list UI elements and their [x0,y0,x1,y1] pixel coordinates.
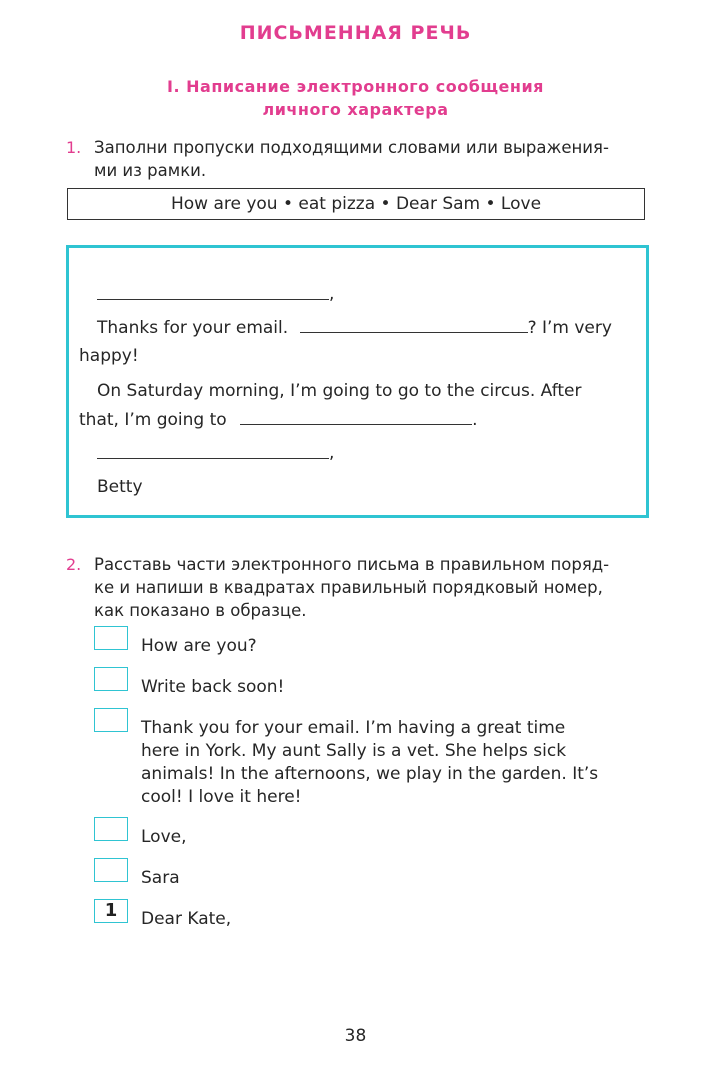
task-1-instruction-line-1: Заполни пропуски подходящими словами или выражения- [94,138,609,157]
order-box-6[interactable]: 1 [94,899,128,923]
email-saturday-line: On Saturday morning, I’m going to go to the circus. After [97,381,582,401]
activity-period: . [472,410,478,430]
blank-activity[interactable] [240,407,472,425]
that-text: that, I’m going to [79,410,227,430]
blank-closing[interactable] [97,458,329,459]
item-how-are-you: How are you? [141,636,257,656]
email-that-line [79,406,477,435]
item-dear-kate: Dear Kate, [141,909,232,929]
item-thank-you-line-1: Thank you for your email. I’m having a great time [141,718,566,738]
item-write-back: Write back soon! [141,677,285,697]
order-box-3[interactable] [94,708,128,732]
email-signature: Betty [97,477,143,497]
item-thank-you-line-3: animals! In the afternoons, we play in the garden. It’s [141,764,599,784]
task-2-instruction-line-1: Расставь части электронного письма в правильном поряд- [94,555,610,574]
task-2-instruction-line-2: ке и напиши в квадратах правильный порядковый номер, [94,578,603,597]
subtitle-line-1: I. Написание электронного сообщения [167,77,544,96]
order-box-4[interactable] [94,817,128,841]
subtitle-line-2: личного характера [262,100,449,119]
closing-comma: , [329,443,335,463]
blank-greeting[interactable] [97,299,329,300]
task-1-instruction-line-2: ми из рамки. [94,161,207,180]
email-happy: happy! [79,346,139,366]
item-sara: Sara [141,868,180,888]
order-box-2[interactable] [94,667,128,691]
item-love: Love, [141,827,187,847]
order-box-5[interactable] [94,858,128,882]
word-bank-box [67,188,645,220]
task-2-instruction-line-3: как показано в образце. [94,601,307,620]
item-thank-you-line-4: cool! I love it here! [141,787,302,807]
task-2-number: 2. [66,555,82,574]
email-thanks-line [97,314,612,343]
blank-how-are-you[interactable] [300,315,528,333]
item-thank-you-line-2: here in York. My aunt Sally is a vet. She helps sick [141,741,567,761]
thanks-text-end: ? I’m very [527,318,612,338]
greeting-comma: , [329,284,335,304]
page-number: 38 [344,1026,367,1046]
section-title: ПИСЬМЕННАЯ РЕЧЬ [239,22,472,44]
thanks-text: Thanks for your email. [97,318,289,338]
task-1-number: 1. [66,138,82,157]
order-box-1[interactable] [94,626,128,650]
word-bank-text: How are you • eat pizza • Dear Sam • Love [170,194,542,214]
